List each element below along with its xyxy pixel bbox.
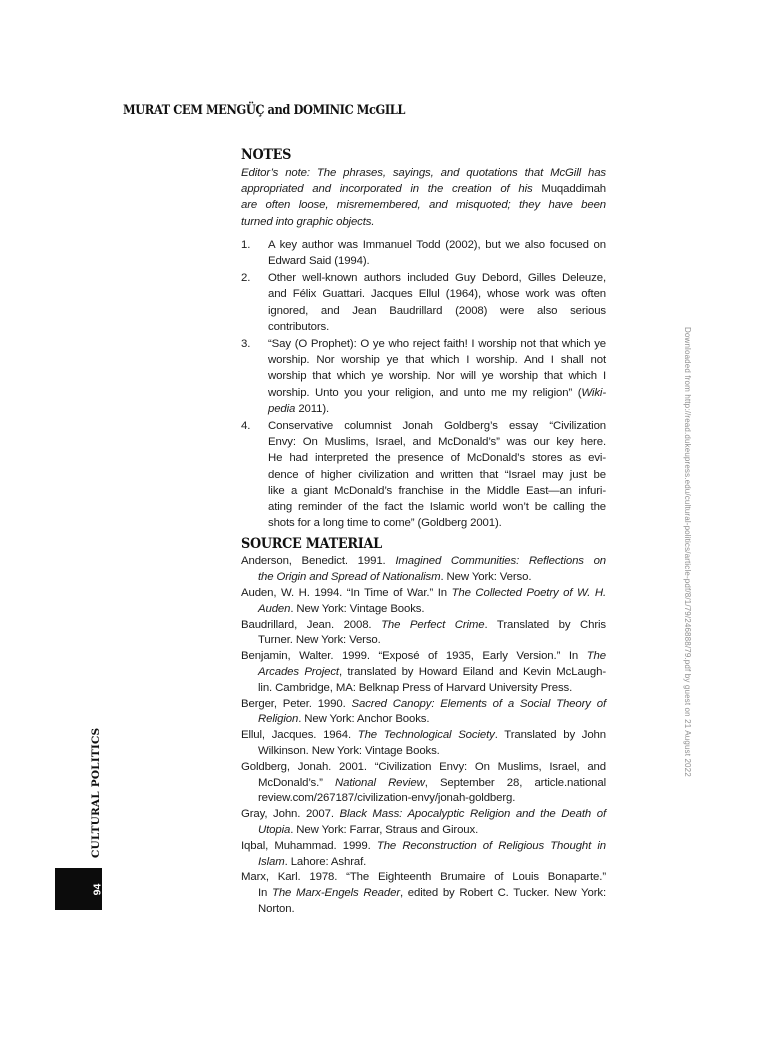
text-line: McDonald’s.” National Review, September 28, article.national xyxy=(258,776,606,789)
note-text xyxy=(268,418,606,531)
text-line: Berger, Peter. 1990. Sacred Canopy: Elements of a Social Theory of xyxy=(241,697,607,710)
text-line: contributors. xyxy=(268,320,330,333)
source-entry xyxy=(241,618,606,650)
note-number: 3. xyxy=(241,338,251,351)
main-column xyxy=(241,148,606,918)
note-text xyxy=(268,336,606,417)
text-line: Utopia. New York: Farrar, Straus and Giroux. xyxy=(258,824,479,837)
note-text xyxy=(268,270,606,335)
text-line: Auden. New York: Vintage Books. xyxy=(258,602,425,615)
text-line: Gray, John. 2007. Black Mass: Apocalyptic Religion and the Death of xyxy=(241,808,606,821)
text-line: Anderson, Benedict. 1991. Imagined Communities: Reflections on xyxy=(241,555,606,568)
source-entry xyxy=(241,839,606,871)
text-line: worship that which ye worship. Nor will ye worship that which I xyxy=(268,370,606,383)
note-item xyxy=(241,237,606,269)
source-entry xyxy=(241,728,606,760)
source-entry xyxy=(241,586,606,618)
text-line: Islam. Lahore: Ashraf. xyxy=(258,855,367,868)
source-entry xyxy=(241,649,606,696)
source-list xyxy=(241,554,606,917)
text-line: He had interpreted the presence of McDonald’s stores as evi- xyxy=(268,452,606,465)
text-line: Norton. xyxy=(258,903,295,915)
text-line: Editor’s note: The phrases, sayings, and quotations that McGill has xyxy=(241,167,606,179)
text-line: are often loose, misremembered, and misquoted; they have been xyxy=(241,199,606,212)
note-number: 2. xyxy=(241,272,251,285)
text-line: like a giant McDonald’s franchise in the Middle East—an infuri- xyxy=(268,484,606,497)
download-watermark: Downloaded from http://read.dukeupress.edu/cultural-politics/article-pdf/8/1/79/246888/79.pdf by guest on 21 August 2022 xyxy=(683,327,692,777)
text-line: Envy: On Muslims, Israel, and McDonald’s” was our key here. xyxy=(268,436,606,449)
text-line: pedia 2011). xyxy=(268,402,330,415)
note-item xyxy=(241,270,606,335)
text-line: Marx, Karl. 1978. “The Eighteenth Brumaire of Louis Bonaparte.” xyxy=(241,871,606,884)
text-line: Auden, W. H. 1994. “In Time of War.” In The Collected Poetry of W. H. xyxy=(241,587,607,600)
text-line: Benjamin, Walter. 1999. “Exposé of 1935, Early Version.” In The xyxy=(241,650,606,663)
source-entry xyxy=(241,870,606,917)
source-entry xyxy=(241,554,606,586)
note-item xyxy=(241,336,606,417)
text-line: Iqbal, Muhammad. 1999. The Reconstruction of Religious Thought in xyxy=(241,839,606,852)
source-entry xyxy=(241,807,606,839)
text-line: Goldberg, Jonah. 2001. “Civilization Envy: On Muslims, Israel, and xyxy=(241,760,606,773)
text-line: dence of higher civilization and written that “Israel may just be xyxy=(268,468,606,481)
text-line: worship. Unto you your religion, and unto me my religion” (Wiki- xyxy=(268,386,606,399)
text-line: Turner. New York: Verso. xyxy=(258,634,381,647)
sources-heading: SOURCE MATERIAL xyxy=(241,536,382,553)
text-line: review.com/267187/civilization-envy/jonah-goldberg. xyxy=(258,792,516,805)
text-line: Edward Said (1994). xyxy=(268,255,370,268)
notes-heading: NOTES xyxy=(241,147,292,163)
editors-note xyxy=(241,165,606,230)
page-number: 94 xyxy=(91,883,104,896)
text-line: Ellul, Jacques. 1964. The Technological Society. Translated by John xyxy=(241,729,606,742)
note-number: 1. xyxy=(241,238,251,251)
text-line: worship. Nor worship ye that which I worship. And I shall not xyxy=(268,354,606,367)
note-item xyxy=(241,418,606,531)
text-line: “Say (O Prophet): O ye who reject faith! I worship not that which ye xyxy=(268,338,606,351)
note-number: 4. xyxy=(241,420,251,433)
text-line: Other well-known authors included Guy Debord, Gilles Deleuze, xyxy=(268,272,606,285)
journal-title-sidebar: CULTURAL POLITICS xyxy=(90,727,102,858)
text-line: Religion. New York: Anchor Books. xyxy=(258,713,430,726)
text-line: Wilkinson. New York: Vintage Books. xyxy=(258,745,440,758)
source-entry xyxy=(241,697,606,729)
text-line: Baudrillard, Jean. 2008. The Perfect Crime. Translated by Chris xyxy=(241,618,607,631)
text-line: ating reminder of the fact the Islamic world won’t be calling the xyxy=(268,501,606,514)
text-line: turned into graphic objects. xyxy=(241,215,375,228)
text-line: ignored, and Jean Baudrillard (2008) were also serious xyxy=(268,304,606,317)
text-line: A key author was Immanuel Todd (2002), but we also focused on xyxy=(268,238,606,251)
page-number-box xyxy=(55,868,102,910)
text-line: In The Marx-Engels Reader, edited by Robert C. Tucker. New York: xyxy=(258,887,606,900)
text-line: shots for a long time to come” (Goldberg 2001). xyxy=(268,517,502,530)
running-head: MURAT CEM MENGÜÇ and DOMINIC McGILL xyxy=(123,103,405,118)
notes-list xyxy=(241,237,606,532)
text-line: Conservative columnist Jonah Goldberg’s essay “Civilization xyxy=(268,420,606,433)
text-line: the Origin and Spread of Nationalism. New York: Verso. xyxy=(258,571,532,584)
text-line: appropriated and incorporated in the creation of his Muqaddimah xyxy=(241,183,606,196)
text-line: Arcades Project, translated by Howard Eiland and Kevin McLaugh- xyxy=(258,666,606,679)
text-line: and Félix Guattari. Jacques Ellul (1964), whose work was often xyxy=(268,288,606,301)
source-entry xyxy=(241,760,606,807)
text-line: lin. Cambridge, MA: Belknap Press of Harvard University Press. xyxy=(258,681,573,694)
note-text xyxy=(268,237,606,269)
